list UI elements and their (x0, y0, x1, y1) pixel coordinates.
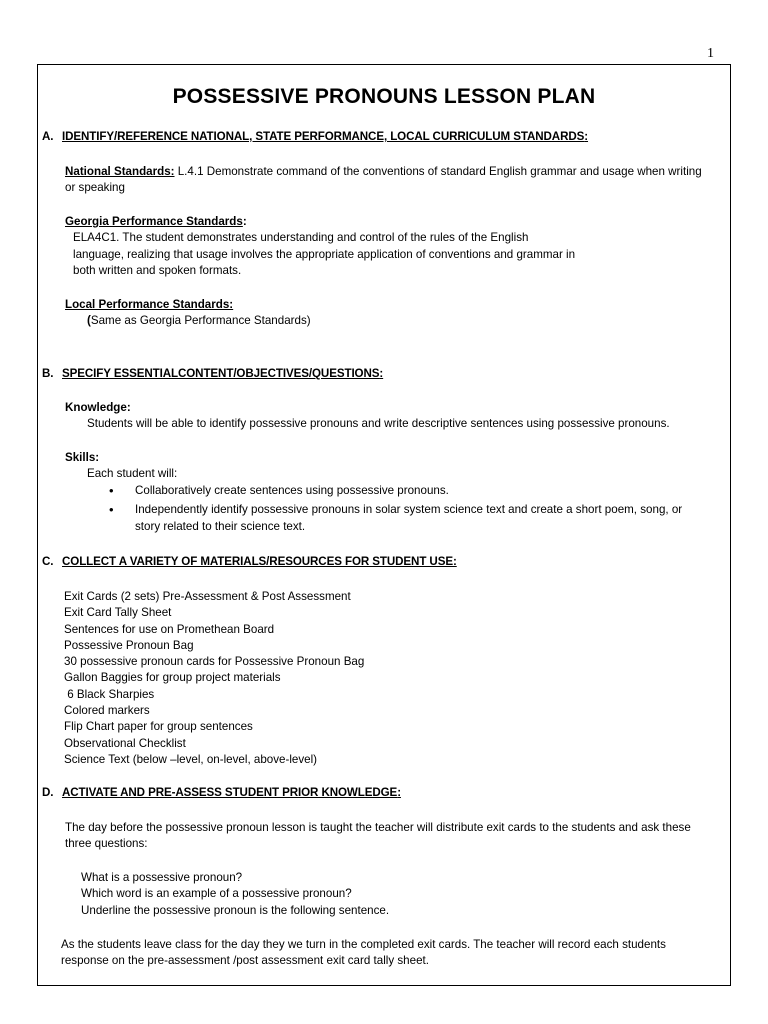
georgia-line: ELA4C1. The student demonstrates understanding and control of the rules of the English (73, 231, 529, 245)
pre-assess-questions (65, 870, 709, 919)
section-d-heading: D. ACTIVATE AND PRE-ASSESS STUDENT PRIOR KNOWLEDGE: (42, 785, 401, 801)
section-c-heading (42, 554, 457, 570)
list-item: • Collaboratively create sentences using possessive pronouns. (135, 483, 709, 499)
skills-block (65, 450, 709, 538)
list-item: Exit Card Tally Sheet (64, 606, 172, 620)
local-standards-label: Local Performance Standards: (65, 298, 234, 311)
local-standards-text: Same as Georgia Performance Standards) (90, 314, 311, 328)
list-item: What is a possessive pronoun? (81, 871, 243, 884)
list-item: Sentences for use on Promethean Board (64, 622, 275, 636)
skills-label: Skills: (65, 451, 100, 464)
knowledge-label: Knowledge: (65, 401, 131, 414)
section-b-heading: B. SPECIFY ESSENTIALCONTENT/OBJECTIVES/QUESTIONS: (42, 366, 383, 382)
list-item: Exit Cards (2 sets) Pre-Assessment & Post Assessment (64, 590, 351, 603)
national-standards-text: L.4.1 Demonstrate command of the conventions of standard English grammar and usage when writing or speaking (65, 165, 702, 195)
national-standards (65, 164, 709, 197)
list-item: Possessive Pronoun Bag (64, 638, 194, 652)
section-c-letter: C. (42, 555, 54, 568)
section-a-title: IDENTIFY/REFERENCE NATIONAL, STATE PERFORMANCE, LOCAL CURRICULUM STANDARDS (62, 130, 585, 143)
materials-list (64, 589, 709, 768)
page-number: 1 (707, 46, 714, 61)
section-b-title: SPECIFY ESSENTIALCONTENT/OBJECTIVES/QUESTIONS (62, 367, 380, 380)
list-item: Underline the possessive pronoun is the following sentence. (81, 903, 390, 917)
pre-assess-intro: The day before the possessive pronoun lesson is taught the teacher will distribute exit cards to the students and ask these three questions: (65, 821, 691, 851)
georgia-line: language, realizing that usage involves the appropriate application of conventions and grammar in (73, 247, 576, 261)
list-item: Which word is an example of a possessive pronoun? (81, 887, 352, 901)
national-standards-label: National Standards: (65, 165, 175, 178)
georgia-line: both written and spoken formats. (73, 264, 242, 278)
section-c-title: COLLECT A VARIETY OF MATERIALS/RESOURCES FOR STUDENT USE: (62, 555, 457, 568)
list-item: Flip Chart paper for group sentences (64, 720, 253, 734)
pre-assess-closing: As the students leave class for the day they we turn in the completed exit cards. The teacher will record each students response on the pre-assessment /post assessment exit card tally sheet. (61, 938, 666, 968)
section-d-letter: D. (42, 786, 54, 799)
section-d-title: ACTIVATE AND PRE-ASSESS STUDENT PRIOR KNOWLEDGE (62, 786, 398, 799)
page-title: POSSESSIVE PRONOUNS LESSON PLAN (172, 85, 596, 108)
section-a-heading: A. IDENTIFY/REFERENCE NATIONAL, STATE PERFORMANCE, LOCAL CURRICULUM STANDARDS: (42, 129, 588, 145)
georgia-standards-label: Georgia Performance Standards (65, 215, 243, 228)
knowledge-block (65, 400, 709, 433)
knowledge-text: Students will be able to identify possessive pronouns and write descriptive sentences using possessive pronouns. (87, 417, 670, 431)
section-a-letter: A. (42, 130, 54, 143)
list-item: 30 possessive pronoun cards for Possessive Pronoun Bag (64, 655, 365, 669)
list-item: Science Text (below –level, on-level, above-level) (64, 752, 318, 766)
local-standards (65, 297, 709, 330)
list-item: • Independently identify possessive pronouns in solar system science text and create a short poem, song, or story related to their science text. (135, 502, 709, 535)
georgia-standards: Georgia Performance Standards: ELA4C1. The student demonstrates understanding and control of the rules of the English language, realizing that usage involves the appropriate application of conventions and grammar in both written and spoken formats. (65, 214, 709, 280)
skills-list (65, 483, 709, 535)
section-b-letter: B. (42, 367, 54, 380)
list-item: 6 Black Sharpies (64, 687, 155, 701)
list-item: Colored markers (64, 704, 150, 718)
local-open-paren: ( (87, 314, 91, 328)
skills-intro: Each student will: (87, 467, 178, 481)
list-item: Gallon Baggies for group project materials (64, 671, 281, 685)
list-item: Observational Checklist (64, 736, 186, 750)
